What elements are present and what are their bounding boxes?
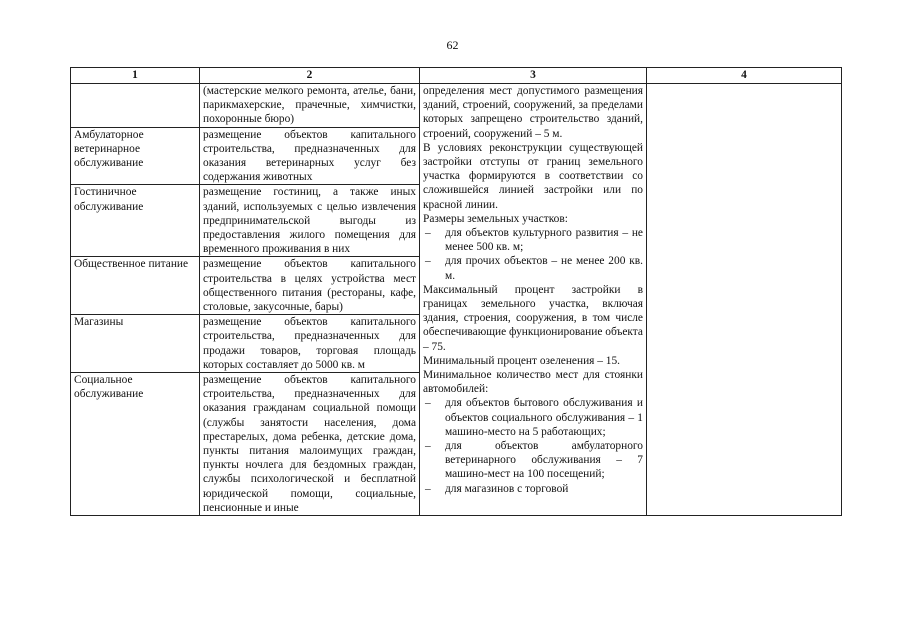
use-description-cell: размещение объектов капитального строительства в целях устройства мест общественного питания (рестораны, кафе, столовые, закусочные, бары): [200, 257, 420, 315]
use-name-cell: Магазины: [71, 315, 200, 373]
list-item: – для прочих объектов – не менее 200 кв. м.: [423, 254, 643, 282]
use-name-cell: Социальное обслуживание: [71, 373, 200, 516]
parameters-heading: Минимальное количество мест для стоянки автомобилей:: [423, 369, 643, 396]
list-item: – для магазинов с торговой: [423, 482, 643, 496]
column-header-1: 1: [71, 68, 200, 84]
page-number: 62: [446, 38, 459, 52]
parameters-cell: [420, 84, 647, 516]
column-header-3: 3: [420, 68, 647, 84]
table-row: [71, 84, 842, 128]
use-description-cell: размещение гостиниц, а также иных зданий, используемых с целью извлечения предпринимательской выгоды из предоставления жилого помещения для временного проживания в них: [200, 185, 420, 257]
use-name-cell: [71, 84, 200, 128]
list-item: – для объектов культурного развития – не менее 500 кв. м;: [423, 226, 643, 254]
parameters-heading: Размеры земельных участков:: [423, 212, 568, 225]
use-name-cell: Амбулаторное ветеринарное обслуживание: [71, 127, 200, 185]
parameters-paragraph: определения мест допустимого размещения зданий, строений, сооружений, за пределами которых запрещено строительство зданий, строений, сооружений – 5 м.: [423, 85, 643, 140]
parameters-paragraph: В условиях реконструкции существующей застройки отступы от границ земельного участка формируются в соответствии со сложившейся линией застройки или по красной линии.: [423, 141, 643, 211]
list-item: – для объектов амбулаторного ветеринарного обслуживания – 7 машино-мест на 100 посещений;: [423, 439, 643, 482]
column-header-2: 2: [200, 68, 420, 84]
regulations-table: [70, 67, 842, 516]
use-name-cell: Гостиничное обслуживание: [71, 185, 200, 257]
use-description-cell: размещение объектов капитального строительства, предназначенных для оказания гражданам социальной помощи (службы занятости населения, дома престарелых, дома ребенка, детские дома, пункты питания малоимущих граждан, пункты ночлега для бездомных граждан, службы психологической и бесплатной юридической помощи, социальные, пенсионные и иные: [200, 373, 420, 516]
use-description-cell: размещение объектов капитального строительства, предназначенных для продажи товаров, торговая площадь которых составляет до 5000 кв. м: [200, 315, 420, 373]
parameters-paragraph: Минимальный процент озеленения – 15.: [423, 354, 621, 367]
list-item: – для объектов бытового обслуживания и объектов социального обслуживания – 1 машино-место на 5 работающих;: [423, 396, 643, 439]
column-header-4: 4: [647, 68, 842, 84]
use-description-cell: (мастерские мелкого ремонта, ателье, бани, парикмахерские, прачечные, химчистки, похоронные бюро): [200, 84, 420, 128]
table-header-row: [71, 68, 842, 84]
parameters-paragraph: Максимальный процент застройки в границах земельного участка, включая здания, строения, сооружения, в том числе обеспечивающие функционирование объекта – 75.: [423, 283, 643, 353]
use-description-cell: размещение объектов капитального строительства, предназначенных для оказания ветеринарных услуг без содержания животных: [200, 127, 420, 185]
use-name-cell: Общественное питание: [71, 257, 200, 315]
empty-cell-column-4: [647, 84, 842, 516]
